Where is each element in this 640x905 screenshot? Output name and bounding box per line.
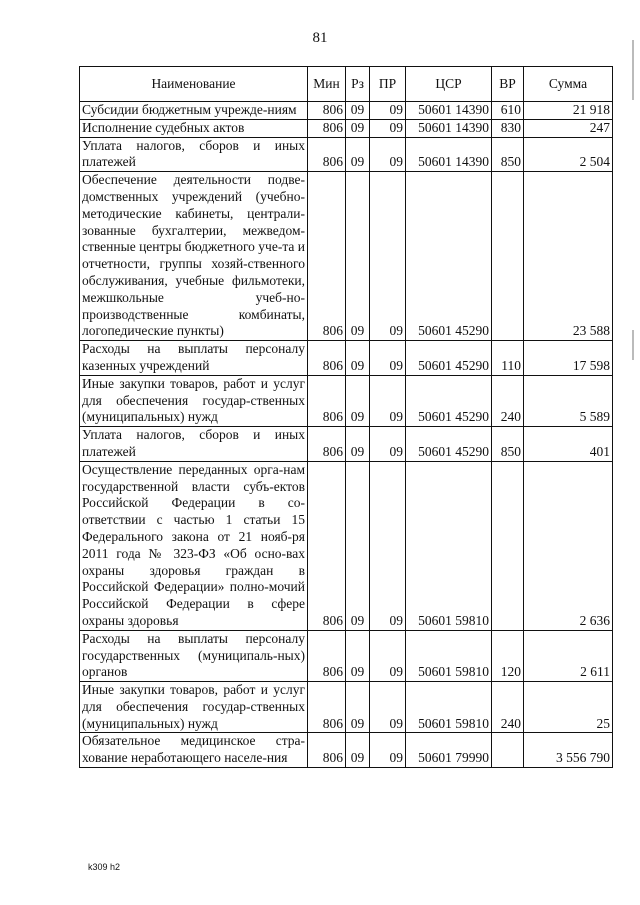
cell-min: 806: [308, 137, 346, 172]
cell-csr: 50601 14390: [406, 119, 492, 137]
cell-rz: 09: [346, 682, 370, 733]
header-rz: Рз: [346, 67, 370, 102]
table-row: [80, 102, 613, 120]
cell-rz: 09: [346, 137, 370, 172]
cell-min: 806: [308, 733, 346, 768]
cell-rz: 09: [346, 630, 370, 681]
cell-pr: 09: [370, 630, 406, 681]
table-row: [80, 119, 613, 137]
cell-csr: 50601 79990: [406, 733, 492, 768]
cell-rz: 09: [346, 461, 370, 630]
cell-pr: 09: [370, 102, 406, 120]
cell-sum: 25: [524, 682, 613, 733]
budget-table-container: [79, 66, 613, 768]
cell-name: Обязательное медицинское стра-хование неработающего населе-ния: [80, 733, 308, 768]
cell-rz: 09: [346, 172, 370, 341]
cell-sum: 2 504: [524, 137, 613, 172]
cell-rz: 09: [346, 427, 370, 462]
cell-name: Иные закупки товаров, работ и услуг для обеспечения государ-ственных (муниципальных) нужд: [80, 375, 308, 426]
cell-vr: 850: [492, 427, 524, 462]
table-row: [80, 630, 613, 681]
table-header-row: [80, 67, 613, 102]
cell-min: 806: [308, 119, 346, 137]
cell-min: 806: [308, 341, 346, 376]
cell-sum: 23 588: [524, 172, 613, 341]
cell-rz: 09: [346, 375, 370, 426]
cell-name: Расходы на выплаты персоналу казенных учреждений: [80, 341, 308, 376]
cell-csr: 50601 14390: [406, 137, 492, 172]
cell-min: 806: [308, 427, 346, 462]
cell-name: Осуществление переданных орга-нам государственной власти субъ-ектов Российской Федерации в со-ответствии с частью 1 статьи 15 Федерального закона от 21 нояб-ря 2011 года № 323-ФЗ «Об осно-вах охраны здоровья граждан в Российской Федерации» полно-мочий Российской Федерации в сфере охраны здоровья: [80, 461, 308, 630]
cell-vr: 120: [492, 630, 524, 681]
cell-rz: 09: [346, 341, 370, 376]
cell-rz: 09: [346, 733, 370, 768]
cell-vr: 830: [492, 119, 524, 137]
cell-csr: 50601 45290: [406, 341, 492, 376]
budget-table: [79, 66, 613, 768]
cell-pr: 09: [370, 137, 406, 172]
cell-csr: 50601 59810: [406, 461, 492, 630]
cell-sum: 2 611: [524, 630, 613, 681]
cell-vr: 110: [492, 341, 524, 376]
cell-vr: [492, 461, 524, 630]
scan-edge-mark: [632, 40, 634, 100]
cell-rz: 09: [346, 119, 370, 137]
cell-sum: 5 589: [524, 375, 613, 426]
cell-pr: 09: [370, 733, 406, 768]
cell-sum: 401: [524, 427, 613, 462]
cell-name: Обеспечение деятельности подве-домственных учреждений (учебно-методические кабинеты, централи-зованные бухгалтерии, межведом-ственные центры бюджетного уче-та и отчетности, группы хозяй-ственного обслуживания, учебные фильмотеки, межшкольные учеб-но-производственные комбинаты, логопедические пункты): [80, 172, 308, 341]
header-csr: ЦСР: [406, 67, 492, 102]
cell-min: 806: [308, 102, 346, 120]
cell-pr: 09: [370, 461, 406, 630]
cell-pr: 09: [370, 119, 406, 137]
cell-csr: 50601 59810: [406, 630, 492, 681]
cell-min: 806: [308, 172, 346, 341]
cell-sum: 17 598: [524, 341, 613, 376]
cell-pr: 09: [370, 341, 406, 376]
header-name: Наименование: [80, 67, 308, 102]
cell-name: Расходы на выплаты персоналу государственных (муниципаль-ных) органов: [80, 630, 308, 681]
cell-vr: 850: [492, 137, 524, 172]
table-row: [80, 427, 613, 462]
header-min: Мин: [308, 67, 346, 102]
table-row: [80, 172, 613, 341]
cell-min: 806: [308, 682, 346, 733]
cell-csr: 50601 45290: [406, 172, 492, 341]
cell-vr: [492, 733, 524, 768]
scan-edge-mark: [632, 330, 634, 360]
cell-name: Исполнение судебных актов: [80, 119, 308, 137]
cell-vr: 240: [492, 682, 524, 733]
cell-min: 806: [308, 461, 346, 630]
cell-csr: 50601 59810: [406, 682, 492, 733]
cell-min: 806: [308, 375, 346, 426]
table-row: [80, 341, 613, 376]
cell-rz: 09: [346, 102, 370, 120]
cell-csr: 50601 45290: [406, 375, 492, 426]
cell-pr: 09: [370, 375, 406, 426]
page-number: 81: [312, 30, 328, 46]
table-row: [80, 461, 613, 630]
cell-vr: 240: [492, 375, 524, 426]
header-pr: ПР: [370, 67, 406, 102]
cell-csr: 50601 14390: [406, 102, 492, 120]
cell-name: Уплата налогов, сборов и иных платежей: [80, 137, 308, 172]
cell-pr: 09: [370, 427, 406, 462]
cell-min: 806: [308, 630, 346, 681]
cell-name: Уплата налогов, сборов и иных платежей: [80, 427, 308, 462]
cell-pr: 09: [370, 682, 406, 733]
cell-sum: 2 636: [524, 461, 613, 630]
cell-sum: 21 918: [524, 102, 613, 120]
cell-pr: 09: [370, 172, 406, 341]
cell-sum: 247: [524, 119, 613, 137]
header-vr: ВР: [492, 67, 524, 102]
cell-name: Иные закупки товаров, работ и услуг для обеспечения государ-ственных (муниципальных) нужд: [80, 682, 308, 733]
table-row: [80, 137, 613, 172]
header-sum: Сумма: [524, 67, 613, 102]
table-body: [80, 102, 613, 768]
cell-vr: 610: [492, 102, 524, 120]
table-row: [80, 375, 613, 426]
cell-sum: 3 556 790: [524, 733, 613, 768]
cell-vr: [492, 172, 524, 341]
cell-name: Субсидии бюджетным учрежде-ниям: [80, 102, 308, 120]
table-row: [80, 733, 613, 768]
footer-code: k309 h2: [88, 862, 121, 872]
table-row: [80, 682, 613, 733]
cell-csr: 50601 45290: [406, 427, 492, 462]
